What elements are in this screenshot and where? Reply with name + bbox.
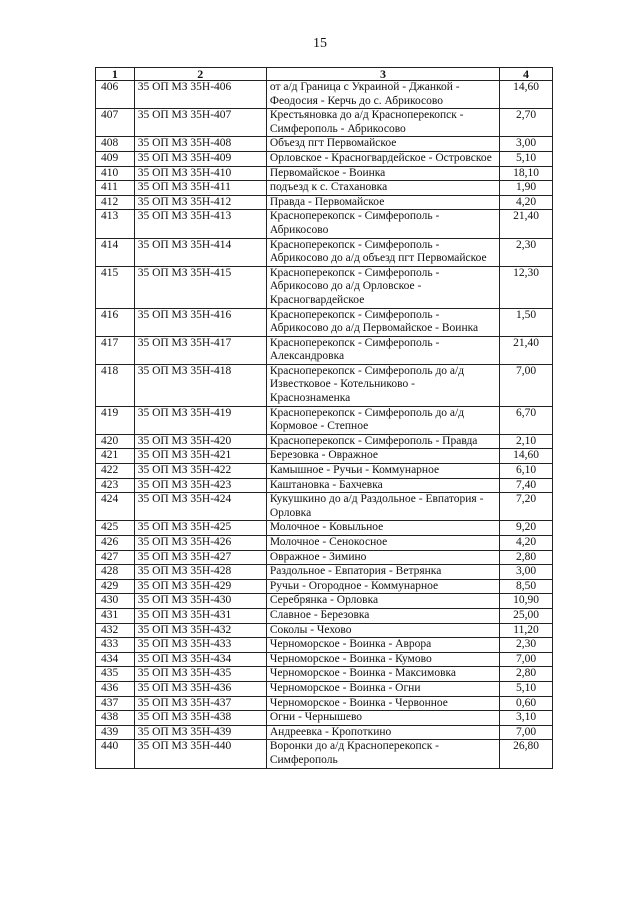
table-row (96, 681, 553, 696)
road-length: 2,10 (500, 434, 553, 449)
row-number: 435 (96, 667, 135, 682)
road-name: Огни - Чернышево (266, 711, 499, 726)
road-length: 6,70 (500, 406, 553, 434)
road-name: Красноперекопск - Симферополь - Абрикосово до а/д Первомайское - Воинка (266, 308, 499, 336)
row-number: 421 (96, 449, 135, 464)
road-name: Первомайское - Воинка (266, 166, 499, 181)
table-row (96, 434, 553, 449)
road-length: 6,10 (500, 464, 553, 479)
road-name: Кукушкино до а/д Раздольное - Евпатория - Орловка (266, 493, 499, 521)
table-row (96, 238, 553, 266)
table-row (96, 181, 553, 196)
table-row (96, 536, 553, 551)
road-code: 35 ОП МЗ 35Н-426 (134, 536, 266, 551)
road-code: 35 ОП МЗ 35Н-429 (134, 579, 266, 594)
road-length: 10,90 (500, 594, 553, 609)
row-number: 429 (96, 579, 135, 594)
road-code: 35 ОП МЗ 35Н-432 (134, 623, 266, 638)
row-number: 411 (96, 181, 135, 196)
road-length: 4,20 (500, 195, 553, 210)
road-length: 3,00 (500, 565, 553, 580)
road-code: 35 ОП МЗ 35Н-434 (134, 652, 266, 667)
row-number: 427 (96, 550, 135, 565)
table-row (96, 652, 553, 667)
road-length: 7,00 (500, 725, 553, 740)
road-code: 35 ОП МЗ 35Н-407 (134, 109, 266, 137)
road-name: Овражное - Зимино (266, 550, 499, 565)
road-code: 35 ОП МЗ 35Н-413 (134, 210, 266, 238)
road-code: 35 ОП МЗ 35Н-420 (134, 434, 266, 449)
table-row (96, 137, 553, 152)
road-name: Красноперекопск - Симферополь - Александровка (266, 336, 499, 364)
table-row (96, 151, 553, 166)
road-name: Молочное - Сенокосное (266, 536, 499, 551)
table-row (96, 638, 553, 653)
road-code: 35 ОП МЗ 35Н-415 (134, 266, 266, 308)
table-row (96, 711, 553, 726)
table-row (96, 210, 553, 238)
road-length: 7,00 (500, 364, 553, 406)
road-length: 2,80 (500, 550, 553, 565)
road-name: Раздольное - Евпатория - Ветрянка (266, 565, 499, 580)
row-number: 414 (96, 238, 135, 266)
road-length: 9,20 (500, 521, 553, 536)
road-name: Красноперекопск - Симферополь до а/д Известковое - Котельниково - Краснознаменка (266, 364, 499, 406)
road-length: 3,00 (500, 137, 553, 152)
table-row (96, 696, 553, 711)
table-row (96, 550, 553, 565)
row-number: 409 (96, 151, 135, 166)
road-length: 26,80 (500, 740, 553, 768)
road-code: 35 ОП МЗ 35Н-438 (134, 711, 266, 726)
road-code: 35 ОП МЗ 35Н-437 (134, 696, 266, 711)
road-name: Правда - Первомайское (266, 195, 499, 210)
road-name: Крестьяновка до а/д Красноперекопск - Симферополь - Абрикосово (266, 109, 499, 137)
road-name: Андреевка - Кропоткино (266, 725, 499, 740)
road-length: 1,90 (500, 181, 553, 196)
road-length: 2,80 (500, 667, 553, 682)
row-number: 430 (96, 594, 135, 609)
table-row (96, 478, 553, 493)
column-header: 2 (134, 68, 266, 81)
road-length: 14,60 (500, 81, 553, 109)
page-number: 15 (313, 36, 327, 51)
road-name: Орловское - Красногвардейское - Островское (266, 151, 499, 166)
table-row (96, 406, 553, 434)
row-number: 415 (96, 266, 135, 308)
row-number: 408 (96, 137, 135, 152)
road-code: 35 ОП МЗ 35Н-421 (134, 449, 266, 464)
table-row (96, 579, 553, 594)
road-name: Красноперекопск - Симферополь - Абрикосово (266, 210, 499, 238)
road-length: 1,50 (500, 308, 553, 336)
road-length: 25,00 (500, 608, 553, 623)
row-number: 436 (96, 681, 135, 696)
road-length: 7,00 (500, 652, 553, 667)
road-length: 18,10 (500, 166, 553, 181)
road-name: Ручьи - Огородное - Коммунарное (266, 579, 499, 594)
row-number: 424 (96, 493, 135, 521)
road-name: Камышное - Ручьи - Коммунарное (266, 464, 499, 479)
road-length: 7,20 (500, 493, 553, 521)
table-row (96, 740, 553, 768)
road-name: Черноморское - Воинка - Огни (266, 681, 499, 696)
table-row (96, 521, 553, 536)
row-number: 406 (96, 81, 135, 109)
road-name: Черноморское - Воинка - Максимовка (266, 667, 499, 682)
road-name: Воронки до а/д Красноперекопск - Симферополь (266, 740, 499, 768)
road-code: 35 ОП МЗ 35Н-414 (134, 238, 266, 266)
row-number: 428 (96, 565, 135, 580)
road-code: 35 ОП МЗ 35Н-418 (134, 364, 266, 406)
road-name: Каштановка - Бахчевка (266, 478, 499, 493)
row-number: 412 (96, 195, 135, 210)
table-row (96, 308, 553, 336)
column-header: 3 (266, 68, 499, 81)
road-code: 35 ОП МЗ 35Н-412 (134, 195, 266, 210)
road-length: 2,30 (500, 638, 553, 653)
road-name: Березовка - Овражное (266, 449, 499, 464)
road-length: 11,20 (500, 623, 553, 638)
column-header: 1 (96, 68, 135, 81)
road-code: 35 ОП МЗ 35Н-416 (134, 308, 266, 336)
road-length: 4,20 (500, 536, 553, 551)
road-name: от а/д Граница с Украиной - Джанкой - Феодосия - Керчь до с. Абрикосово (266, 81, 499, 109)
road-code: 35 ОП МЗ 35Н-417 (134, 336, 266, 364)
column-header: 4 (500, 68, 553, 81)
road-code: 35 ОП МЗ 35Н-423 (134, 478, 266, 493)
road-code: 35 ОП МЗ 35Н-435 (134, 667, 266, 682)
table-row (96, 594, 553, 609)
road-length: 12,30 (500, 266, 553, 308)
road-code: 35 ОП МЗ 35Н-425 (134, 521, 266, 536)
table-row (96, 166, 553, 181)
road-name: Красноперекопск - Симферополь - Правда (266, 434, 499, 449)
row-number: 418 (96, 364, 135, 406)
road-name: Серебрянка - Орловка (266, 594, 499, 609)
road-code: 35 ОП МЗ 35Н-433 (134, 638, 266, 653)
row-number: 423 (96, 478, 135, 493)
road-code: 35 ОП МЗ 35Н-409 (134, 151, 266, 166)
roads-table (95, 67, 553, 769)
row-number: 433 (96, 638, 135, 653)
road-name: Черноморское - Воинка - Аврора (266, 638, 499, 653)
road-code: 35 ОП МЗ 35Н-422 (134, 464, 266, 479)
table-row (96, 336, 553, 364)
road-length: 0,60 (500, 696, 553, 711)
row-number: 420 (96, 434, 135, 449)
table-row (96, 266, 553, 308)
road-name: Объезд пгт Первомайское (266, 137, 499, 152)
road-name: Соколы - Чехово (266, 623, 499, 638)
row-number: 439 (96, 725, 135, 740)
road-code: 35 ОП МЗ 35Н-431 (134, 608, 266, 623)
table-row (96, 449, 553, 464)
row-number: 419 (96, 406, 135, 434)
row-number: 432 (96, 623, 135, 638)
road-code: 35 ОП МЗ 35Н-410 (134, 166, 266, 181)
table-header-row (96, 68, 553, 81)
road-length: 2,30 (500, 238, 553, 266)
road-code: 35 ОП МЗ 35Н-436 (134, 681, 266, 696)
row-number: 426 (96, 536, 135, 551)
road-length: 14,60 (500, 449, 553, 464)
row-number: 437 (96, 696, 135, 711)
table-row (96, 667, 553, 682)
table-row (96, 364, 553, 406)
table-row (96, 195, 553, 210)
road-code: 35 ОП МЗ 35Н-406 (134, 81, 266, 109)
table-row (96, 565, 553, 580)
table-row (96, 81, 553, 109)
row-number: 440 (96, 740, 135, 768)
road-code: 35 ОП МЗ 35Н-411 (134, 181, 266, 196)
row-number: 438 (96, 711, 135, 726)
road-code: 35 ОП МЗ 35Н-440 (134, 740, 266, 768)
road-name: Черноморское - Воинка - Кумово (266, 652, 499, 667)
row-number: 422 (96, 464, 135, 479)
row-number: 425 (96, 521, 135, 536)
road-code: 35 ОП МЗ 35Н-427 (134, 550, 266, 565)
road-length: 3,10 (500, 711, 553, 726)
road-name: Славное - Березовка (266, 608, 499, 623)
road-code: 35 ОП МЗ 35Н-439 (134, 725, 266, 740)
road-code: 35 ОП МЗ 35Н-419 (134, 406, 266, 434)
road-name: Красноперекопск - Симферополь - Абрикосово до а/д объезд пгт Первомайское (266, 238, 499, 266)
road-name: Черноморское - Воинка - Червонное (266, 696, 499, 711)
road-length: 21,40 (500, 336, 553, 364)
road-code: 35 ОП МЗ 35Н-424 (134, 493, 266, 521)
table-row (96, 109, 553, 137)
road-code: 35 ОП МЗ 35Н-408 (134, 137, 266, 152)
road-name: подъезд к с. Стахановка (266, 181, 499, 196)
row-number: 413 (96, 210, 135, 238)
road-length: 7,40 (500, 478, 553, 493)
road-length: 2,70 (500, 109, 553, 137)
row-number: 431 (96, 608, 135, 623)
road-length: 5,10 (500, 681, 553, 696)
road-name: Молочное - Ковыльное (266, 521, 499, 536)
table-row (96, 464, 553, 479)
row-number: 434 (96, 652, 135, 667)
table-row (96, 493, 553, 521)
row-number: 410 (96, 166, 135, 181)
table-row (96, 608, 553, 623)
road-length: 21,40 (500, 210, 553, 238)
road-code: 35 ОП МЗ 35Н-428 (134, 565, 266, 580)
road-code: 35 ОП МЗ 35Н-430 (134, 594, 266, 609)
row-number: 416 (96, 308, 135, 336)
row-number: 407 (96, 109, 135, 137)
road-length: 5,10 (500, 151, 553, 166)
row-number: 417 (96, 336, 135, 364)
road-name: Красноперекопск - Симферополь - Абрикосово до а/д Орловское - Красногвардейское (266, 266, 499, 308)
table-row (96, 623, 553, 638)
table-row (96, 725, 553, 740)
road-length: 8,50 (500, 579, 553, 594)
road-name: Красноперекопск - Симферополь до а/д Кормовое - Степное (266, 406, 499, 434)
